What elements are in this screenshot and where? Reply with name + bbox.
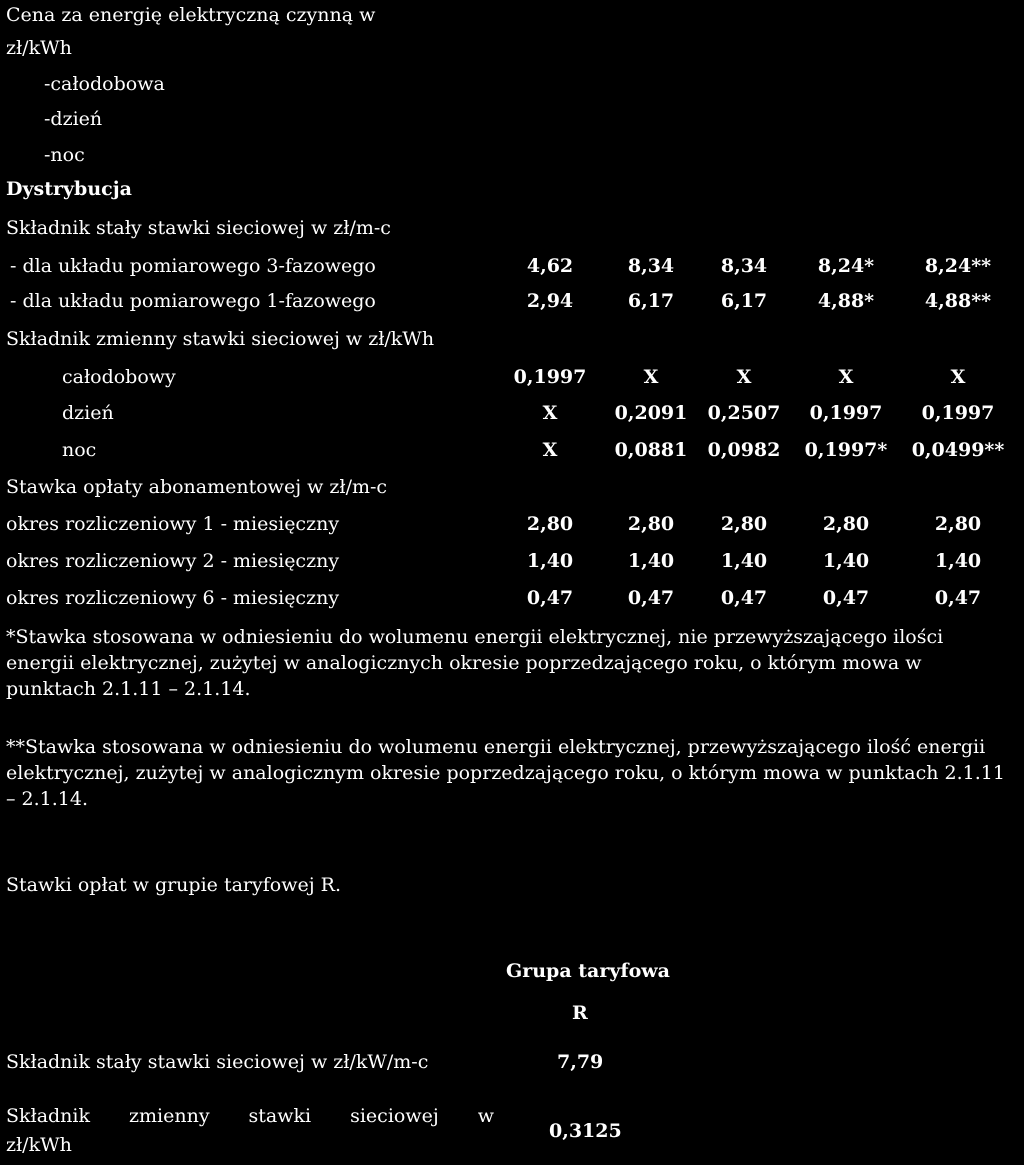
fixed-3phase-value-4: 8,24*	[817, 255, 875, 277]
footnote-single-asterisk: *Stawka stosowana w odniesieniu do wolumenu energii elektrycznej, nie przewyższającego ilości energii elektrycznej, zużytej w analogicznych okresie poprzedzającego roku, o którym mowa w punktach 2.1.11 – 2.1.14.	[6, 626, 944, 700]
variable-allday-value-1: 0,1997	[513, 366, 587, 388]
subscription-2-value-1: 1,40	[526, 550, 574, 572]
variable-row-night-label: noc	[62, 439, 97, 461]
variable-night-value-1: X	[542, 439, 558, 461]
fixed-component-label: Składnik stały stawki sieciowej w zł/m-c	[6, 217, 391, 239]
variable-allday-value-5: X	[950, 366, 966, 388]
group-r-fixed-label: Składnik stały stawki sieciowej w zł/kW/m-c	[6, 1051, 429, 1073]
variable-allday-value-2: X	[643, 366, 659, 388]
group-r-variable-value: 0,3125	[549, 1120, 622, 1142]
fixed-3phase-value-2: 8,34	[627, 255, 675, 277]
variable-day-value-5: 0,1997	[921, 402, 995, 424]
group-r-title: Stawki opłat w grupie taryfowej R.	[6, 874, 341, 896]
fixed-3phase-value-1: 4,62	[526, 255, 574, 277]
group-r-name: R	[572, 1002, 588, 1024]
energy-price-title-line2: zł/kWh	[6, 37, 72, 59]
variable-row-allday-label: całodobowy	[62, 366, 176, 388]
energy-item-allday: -całodobowa	[44, 73, 165, 95]
variable-allday-value-4: X	[838, 366, 854, 388]
variable-day-value-2: 0,2091	[614, 402, 688, 424]
subscription-1-value-5: 2,80	[934, 513, 982, 535]
subscription-6-value-5: 0,47	[934, 587, 982, 609]
distribution-heading: Dystrybucja	[6, 178, 132, 200]
group-r-header: Grupa taryfowa	[506, 960, 670, 982]
subscription-2-value-3: 1,40	[720, 550, 768, 572]
group-r-fixed-value: 7,79	[557, 1051, 604, 1073]
fixed-1phase-value-2: 6,17	[627, 290, 675, 312]
group-r-variable-label-line2: zł/kWh	[6, 1134, 72, 1156]
footnote-double-asterisk: **Stawka stosowana w odniesieniu do wolumenu energii elektrycznej, przewyższającego ilość energii elektrycznej, zużytej w analogicznym okresie poprzedzającego roku, o którym mowa w punktach 2.1.11 – 2.1.14.	[6, 736, 1005, 810]
subscription-2-value-5: 1,40	[934, 550, 982, 572]
subscription-6-value-3: 0,47	[720, 587, 768, 609]
energy-item-day: -dzień	[44, 108, 103, 130]
subscription-1-value-4: 2,80	[822, 513, 870, 535]
fixed-3phase-value-3: 8,34	[720, 255, 768, 277]
subscription-1-value-2: 2,80	[627, 513, 675, 535]
subscription-6-value-2: 0,47	[627, 587, 675, 609]
fixed-1phase-value-5: 4,88**	[924, 290, 992, 312]
variable-allday-value-3: X	[736, 366, 752, 388]
variable-day-value-3: 0,2507	[707, 402, 781, 424]
subscription-1-value-3: 2,80	[720, 513, 768, 535]
variable-night-value-4: 0,1997*	[804, 439, 888, 461]
fixed-1phase-value-3: 6,17	[720, 290, 768, 312]
fixed-1phase-value-1: 2,94	[526, 290, 574, 312]
group-r-variable-label-line1: Składnik zmienny stawki sieciowej w	[6, 1105, 494, 1127]
fixed-row-3phase-label: - dla układu pomiarowego 3-fazowego	[10, 255, 376, 277]
subscription-label: Stawka opłaty abonamentowej w zł/m-c	[6, 476, 388, 498]
subscription-2-value-2: 1,40	[627, 550, 675, 572]
subscription-2-value-4: 1,40	[822, 550, 870, 572]
energy-item-night: -noc	[44, 144, 85, 166]
variable-day-value-1: X	[542, 402, 558, 424]
fixed-1phase-value-4: 4,88*	[817, 290, 875, 312]
energy-price-title-line1: Cena za energię elektryczną czynną w	[6, 4, 376, 26]
subscription-row-1-label: okres rozliczeniowy 1 - miesięczny	[6, 513, 340, 535]
variable-night-value-3: 0,0982	[707, 439, 781, 461]
subscription-6-value-4: 0,47	[822, 587, 870, 609]
variable-component-label: Składnik zmienny stawki sieciowej w zł/kWh	[6, 328, 435, 350]
subscription-1-value-1: 2,80	[526, 513, 574, 535]
variable-row-day-label: dzień	[62, 402, 114, 424]
variable-day-value-4: 0,1997	[809, 402, 883, 424]
subscription-row-6-label: okres rozliczeniowy 6 - miesięczny	[6, 587, 340, 609]
subscription-6-value-1: 0,47	[526, 587, 574, 609]
fixed-3phase-value-5: 8,24**	[924, 255, 992, 277]
subscription-row-2-label: okres rozliczeniowy 2 - miesięczny	[6, 550, 340, 572]
variable-night-value-2: 0,0881	[614, 439, 688, 461]
fixed-row-1phase-label: - dla układu pomiarowego 1-fazowego	[10, 290, 376, 312]
variable-night-value-5: 0,0499**	[911, 439, 1005, 461]
